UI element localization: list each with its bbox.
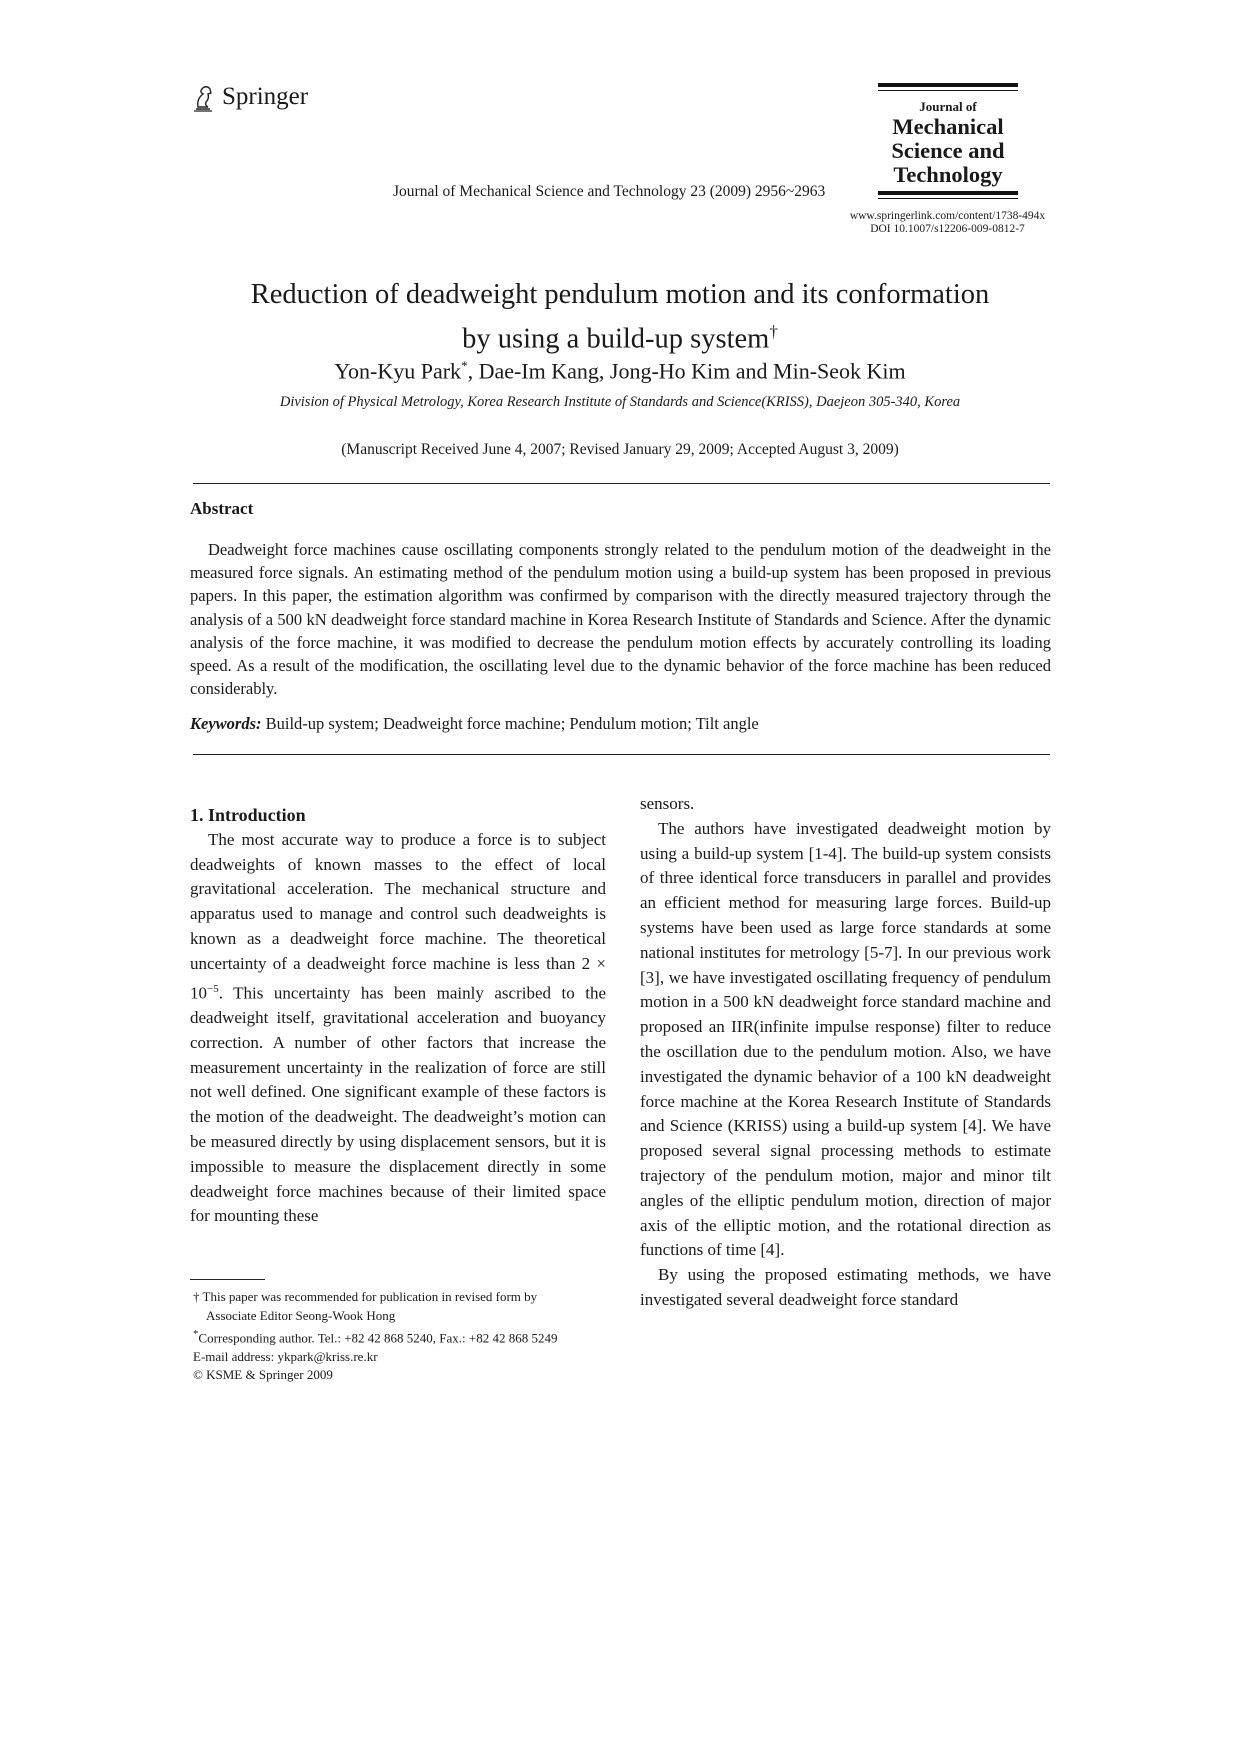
- logo-mechanical: Mechanical: [892, 114, 1004, 139]
- publisher-name: Springer: [222, 83, 309, 110]
- title-dagger: †: [769, 322, 778, 341]
- rule-below-keywords: [193, 754, 1050, 755]
- title-line-2-text: by using a build-up system: [462, 323, 770, 355]
- logo-bottom-rule: [878, 191, 1018, 195]
- journal-citation: Journal of Mechanical Science and Technology 23 (2009) 2956~2963: [393, 183, 826, 200]
- footnote-rule: [190, 1279, 265, 1280]
- manuscript-dates: (Manuscript Received June 4, 2007; Revised January 29, 2009; Accepted August 3, 2009): [341, 441, 899, 458]
- footnote-corresponding-text: Corresponding author. Tel.: +82 42 868 5240, Fax.: +82 42 868 5249: [198, 1330, 558, 1346]
- rule-above-abstract: [193, 483, 1050, 484]
- footnotes: [193, 1288, 608, 1385]
- footnote-asterisk: *: [193, 1328, 199, 1340]
- abstract-heading: Abstract: [190, 499, 254, 518]
- footnote-email[interactable]: E-mail address: ykpark@kriss.re.kr: [193, 1348, 378, 1364]
- authors: [150, 358, 1090, 384]
- logo-journal-of: Journal of: [919, 99, 977, 114]
- intro-p1-continuation: sensors.: [640, 794, 695, 813]
- keywords-label: Keywords: [190, 714, 256, 733]
- springer-knight-icon: [190, 82, 216, 112]
- springerlink-url[interactable]: www.springerlink.com/content/1738-494x: [849, 210, 1046, 222]
- keywords: [190, 714, 1051, 734]
- keywords-colon: :: [256, 714, 262, 733]
- author-first: Yon-Kyu Park: [334, 358, 462, 384]
- logo-thin-rule: [878, 90, 1018, 91]
- doi: DOI 10.1007/s12206-009-0812-7: [870, 223, 1025, 235]
- intro-paragraph-2: The authors have investigated deadweight motion by using a build-up system [1-4]. The build-up system consists of three identical force transducers in parallel and provides an efficient method for measuring large forces. Build-up systems have been used as large force standards at some national institutes for metrology [5-7]. In our previous work [3], we have investigated oscillating frequency of pendulum motion in a 500 kN deadweight force standard machine and proposed an IIR(infinite impulse response) filter to reduce the oscillation due to the pendulum motion. Also, we have investigated the dynamic behavior of a 100 kN deadweight force machine at the Korea Research Institute of Standards and Science (KRISS) using a build-up system [4]. We have proposed several signal processing methods to estimate trajectory of the pendulum motion, major and minor tilt angles of the elliptic pendulum motion, direction of major axis of the elliptic motion, and the rotational direction as functions of time [4].: [640, 818, 1051, 1260]
- intro-paragraph-3: By using the proposed estimating methods, we have investigated several deadweight force standard: [640, 1265, 1051, 1309]
- intro-p1-exponent: −5: [207, 982, 219, 995]
- author-rest: , Dae-Im Kang, Jong-Ho Kim and Min-Seok Kim: [467, 358, 906, 384]
- intro-paragraph-1: [190, 828, 606, 1229]
- column-left: [190, 803, 606, 1229]
- keywords-list: Build-up system; Deadweight force machine; Pendulum motion; Tilt angle: [265, 714, 759, 733]
- section-heading-introduction: 1. Introduction: [190, 805, 306, 825]
- author-asterisk: *: [461, 358, 468, 373]
- url-doi-block: [840, 210, 1055, 236]
- journal-logo: [878, 83, 1018, 199]
- affiliation: Division of Physical Metrology, Korea Research Institute of Standards and Science(KRISS), Daejeon 305-340, Korea: [279, 394, 961, 410]
- title-line-1: Reduction of deadweight pendulum motion and its conformation: [250, 279, 990, 310]
- intro-p1-part-a: The most accurate way to produce a force is to subject deadweights of known masses to the effect of local gravitational acceleration. The mechanical structure and apparatus used to manage and control such deadweights is known as a deadweight force machine. The theoretical uncertainty of a deadweight force machine is less than 2 × 10: [190, 829, 606, 1003]
- abstract-body: Deadweight force machines cause oscillating components strongly related to the pendulum motion of the deadweight in the measured force signals. An estimating method of the pendulum motion using a build-up system has been proposed in previous papers. In this paper, the estimation algorithm was confirmed by comparison with the directly measured trajectory through the analysis of a 500 kN deadweight force standard machine in Korea Research Institute of Standards and Science. After the dynamic analysis of the force machine, it was modified to decrease the pendulum motion effects by accurately controlling its loading speed. As a result of the modification, the oscillating level due to the dynamic behavior of the force machine has been reduced considerably.: [190, 540, 1051, 699]
- intro-p1-part-b: . This uncertainty has been mainly ascribed to the deadweight itself, gravitational acceleration and buoyancy correction. A number of other factors that increase the measurement uncertainty in the realization of force are still not well defined. One significant example of these factors is the motion of the deadweight. The deadweight’s motion can be measured directly by using displacement sensors, but it is impossible to measure the displacement directly in some deadweight force machines because of their limited space for mounting these: [190, 983, 606, 1226]
- footnote-copyright: © KSME & Springer 2009: [193, 1367, 333, 1383]
- publisher-logo: [190, 82, 308, 112]
- footnote-corresponding: [193, 1325, 608, 1348]
- title-line-2: [150, 313, 1090, 358]
- logo-bottom-thin-rule: [878, 198, 1018, 199]
- footnote-dagger-line1: † This paper was recommended for publication in revised form by: [193, 1289, 538, 1304]
- footnote-dagger-line2: Associate Editor Seong-Wook Hong: [206, 1307, 396, 1323]
- column-right: [640, 792, 1051, 1313]
- logo-top-rule: [878, 83, 1018, 87]
- logo-science-and: Science and: [891, 138, 1005, 163]
- logo-technology: Technology: [893, 162, 1003, 187]
- paper-title: [150, 276, 1090, 358]
